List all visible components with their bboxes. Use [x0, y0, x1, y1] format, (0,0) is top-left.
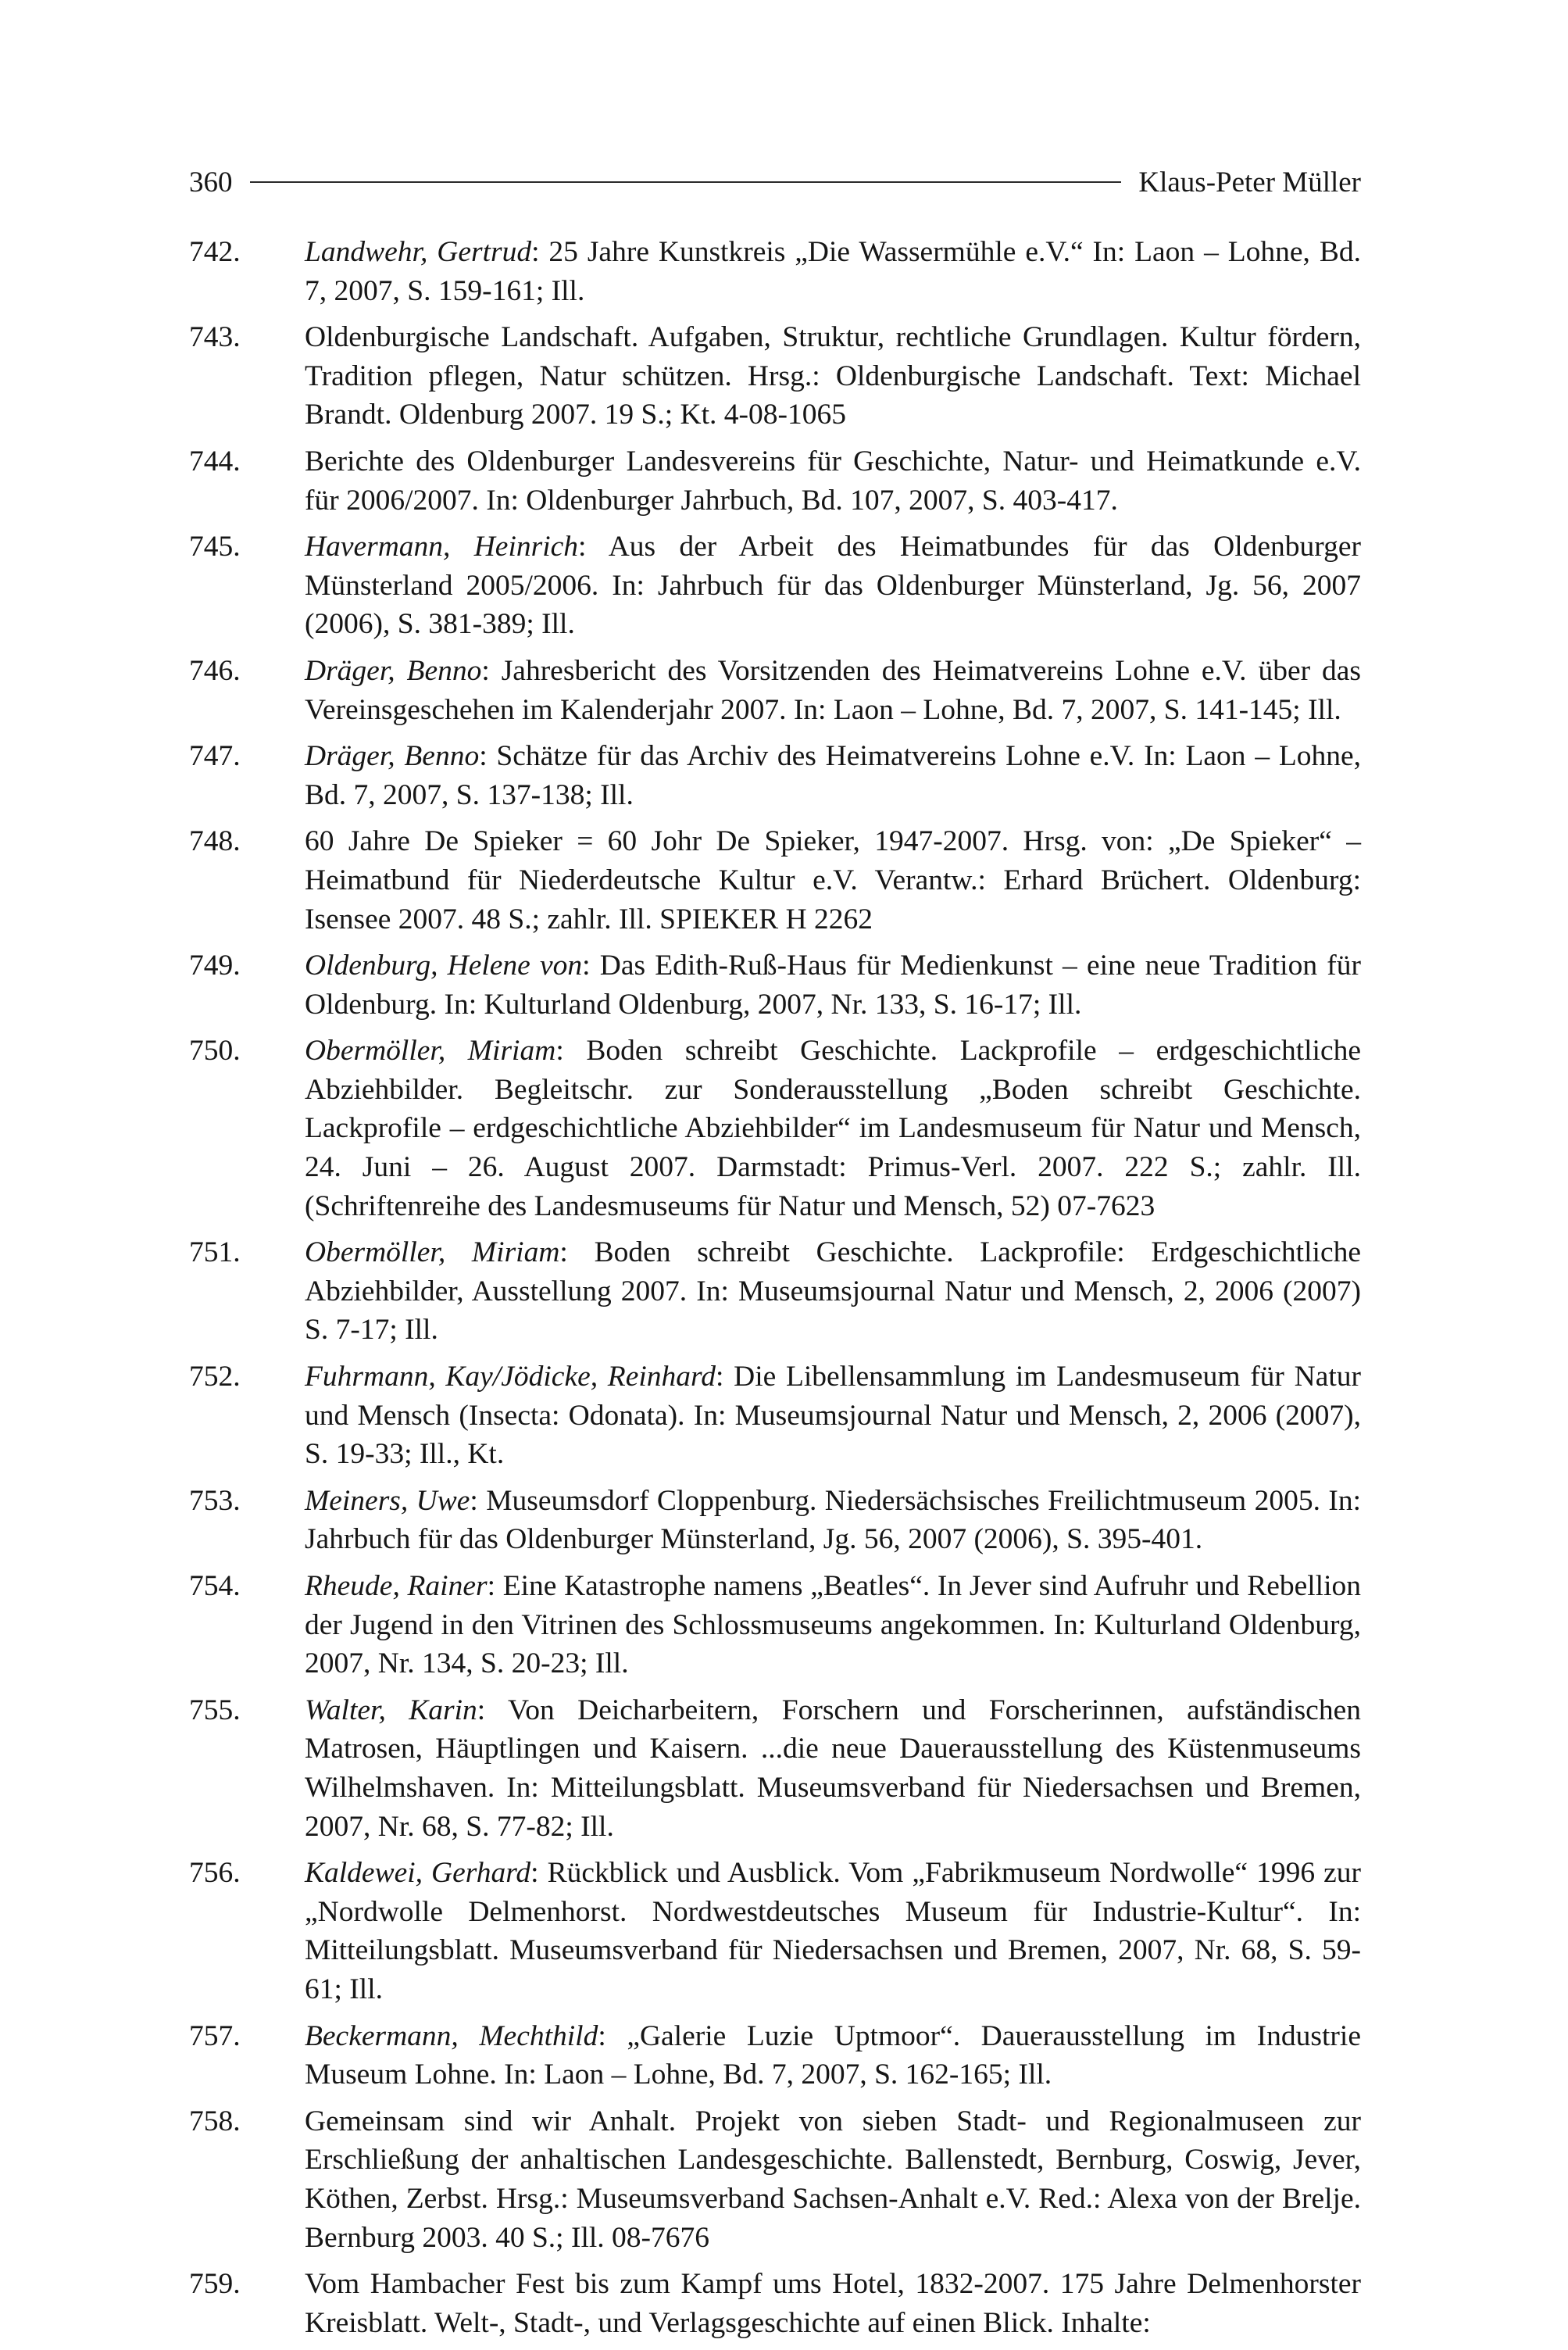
entry-number: 751. — [189, 1236, 241, 1269]
entry-separator: : — [481, 654, 502, 687]
entry-separator: : — [715, 1361, 734, 1393]
entry-separator: : — [598, 2019, 627, 2052]
entry-separator: : — [531, 236, 549, 268]
page-number: 360 — [189, 166, 233, 199]
entry-text — [305, 528, 1361, 644]
bibliography-entry — [189, 1032, 1361, 1225]
entry-body: Aus der Arbeit des Heimatbundes für das Oldenburger Münsterland 2005/2006. In: Jahrbuch für das Oldenburger Münsterland, Jg. 56, 2007 (2006), S. 381-389; Ill. — [305, 531, 1361, 641]
entry-body: 60 Jahre De Spieker = 60 Johr De Spieker, 1947-2007. Hrsg. von: „De Spieker“ – Heimatbund für Niederdeutsche Kultur e.V. Verantw.: Erhard Brüchert. Oldenburg: Isensee 2007. 48 S.; zahlr. Ill. SPIEKER H 2262 — [305, 825, 1361, 935]
entry-number: 753. — [189, 1484, 241, 1517]
entry-number: 757. — [189, 2019, 241, 2052]
entry-text — [305, 1482, 1361, 1559]
entry-text — [305, 318, 1361, 435]
entry-body: Rückblick und Ausblick. Vom „Fabrikmuseum Nordwolle“ 1996 zur „Nordwolle Delmenhorst. Nordwestdeutsches Museum für Industrie-Kultur“. In: Mitteilungsblatt. Museumsverband für Niedersachsen und Bremen, 2007, Nr. 68, S. 59-61; Ill. — [305, 1857, 1362, 2005]
entry-body: Museumsdorf Cloppenburg. Niedersächsisches Freilichtmuseum 2005. In: Jahrbuch für das Oldenburger Münsterland, Jg. 56, 2007 (2006), S. 395-401. — [305, 1484, 1362, 1556]
entry-number: 743. — [189, 321, 241, 354]
bibliography-entry — [189, 1357, 1361, 1474]
entry-text — [305, 2017, 1361, 2094]
entry-author: Havermann, Heinrich — [305, 531, 579, 563]
entry-text — [305, 1357, 1361, 1474]
entry-separator: : — [487, 1570, 503, 1602]
entry-number: 748. — [189, 825, 241, 858]
entry-body: „Galerie Luzie Uptmoor“. Dauerausstellung im Industrie Museum Lohne. In: Laon – Lohne, Bd. 7, 2007, S. 162-165; Ill. — [305, 2019, 1361, 2091]
entry-body: Berichte des Oldenburger Landesvereins für Geschichte, Natur- und Heimatkunde e.V. für 2006/2007. In: Oldenburger Jahrbuch, Bd. 107, 2007, S. 403-417. — [305, 445, 1361, 517]
entry-text — [305, 946, 1361, 1024]
entry-body: Das Edith-Ruß-Haus für Medienkunst – eine neue Tradition für Oldenburg. In: Kulturland Oldenburg, 2007, Nr. 133, S. 16-17; Ill. — [305, 950, 1361, 1021]
entry-author: Dräger, Benno — [305, 654, 482, 687]
entry-body: Jahresbericht des Vorsitzenden des Heimatvereins Lohne e.V. über das Vereinsgeschehen im Kalenderjahr 2007. In: Laon – Lohne, Bd. 7, 2007, S. 141-145; Ill. — [305, 654, 1362, 726]
bibliography-entry — [189, 233, 1361, 310]
bibliography-entry — [189, 652, 1361, 729]
entry-body: Eine Katastrophe namens „Beatles“. In Jever sind Aufruhr und Rebellion der Jugend in den Vitrinen des Schlossmuseums angekommen. In: Kulturland Oldenburg, 2007, Nr. 134, S. 20-23; Ill. — [305, 1570, 1361, 1680]
bibliography-entry — [189, 2102, 1361, 2257]
bibliography-entry — [189, 2017, 1361, 2094]
bibliography-entry — [189, 1691, 1361, 1846]
bibliography-entry — [189, 822, 1361, 939]
entry-number: 742. — [189, 236, 241, 268]
entry-body: Oldenburgische Landschaft. Aufgaben, Struktur, rechtliche Grundlagen. Kultur fördern, Tradition pflegen, Natur schützen. Hrsg.: Oldenburgische Landschaft. Text: Michael Brandt. Oldenburg 2007. 19 S.; Kt. 4-08-1065 — [305, 321, 1361, 431]
entry-text — [305, 737, 1361, 814]
bibliography-list — [189, 233, 1361, 2350]
entry-text — [305, 233, 1361, 310]
entry-author: Oldenburg, Helene von — [305, 950, 583, 982]
entry-text — [305, 822, 1361, 939]
entry-text — [305, 1567, 1361, 1683]
bibliography-entry — [189, 442, 1361, 520]
entry-text — [305, 1854, 1361, 2008]
entry-author: Rheude, Rainer — [305, 1570, 488, 1602]
entry-number: 744. — [189, 445, 241, 478]
entry-separator: : — [470, 1484, 487, 1517]
bibliography-entry — [189, 946, 1361, 1024]
bibliography-entry — [189, 1567, 1361, 1683]
entry-text — [305, 652, 1361, 729]
entry-author: Dräger, Benno — [305, 740, 480, 773]
entry-text — [305, 2102, 1361, 2257]
entry-number: 749. — [189, 950, 241, 982]
entry-author: Obermöller, Miriam — [305, 1035, 556, 1068]
bibliography-entry — [189, 528, 1361, 644]
entry-number: 756. — [189, 1857, 241, 1890]
bibliography-entry — [189, 1854, 1361, 2008]
bibliography-entry — [189, 1233, 1361, 1350]
entry-author: Meiners, Uwe — [305, 1484, 470, 1517]
entry-number: 750. — [189, 1035, 241, 1068]
entry-separator: : — [559, 1236, 595, 1269]
entry-number: 758. — [189, 2105, 241, 2137]
entry-number: 746. — [189, 654, 241, 687]
entry-body: Vom Hambacher Fest bis zum Kampf ums Hotel, 1832-2007. 175 Jahre Delmenhorster Kreisblatt. Welt-, Stadt-, und Verlagsgeschichte auf einen Blick. Inhalte: — [305, 2268, 1361, 2339]
entry-author: Landwehr, Gertrud — [305, 236, 532, 268]
entry-body: Boden schreibt Geschichte. Lackprofile: Erdgeschichtliche Abziehbilder, Ausstellung 2007. In: Museumsjournal Natur und Mensch, 2, 2006 (2007) S. 7-17; Ill. — [305, 1236, 1361, 1347]
entry-text — [305, 2265, 1361, 2342]
entry-body: 25 Jahre Kunstkreis „Die Wassermühle e.V.“ In: Laon – Lohne, Bd. 7, 2007, S. 159-161; Ill. — [305, 236, 1361, 307]
entry-text — [305, 1032, 1361, 1225]
entry-body: Von Deicharbeitern, Forschern und Forscherinnen, aufständischen Matrosen, Häuptlingen und Kaisern. ...die neue Dauerausstellung des Küstenmuseums Wilhelmshaven. In: Mitteilungsblatt. Museumsverband für Niedersachsen und Bremen, 2007, Nr. 68, S. 77-82; Ill. — [305, 1694, 1361, 1843]
entry-author: Kaldewei, Gerhard — [305, 1857, 531, 1890]
entry-separator: : — [582, 950, 600, 982]
entry-author: Walter, Karin — [305, 1694, 477, 1726]
entry-number: 755. — [189, 1694, 241, 1726]
entry-separator: : — [578, 531, 609, 563]
entry-separator: : — [530, 1857, 548, 1890]
entry-number: 754. — [189, 1570, 241, 1602]
bibliography-entry — [189, 737, 1361, 814]
bibliography-entry — [189, 1482, 1361, 1559]
entry-body: Boden schreibt Geschichte. Lackprofile – erdgeschichtliche Abziehbilder. Begleitschr. zur Sonderausstellung „Boden schreibt Geschichte. Lackprofile – erdgeschichtliche Abziehbilder“ im Landesmuseum für Natur und Mensch, 24. Juni – 26. August 2007. Darmstadt: Primus-Verl. 2007. 222 S.; zahlr. Ill. (Schriftenreihe des Landesmuseums für Natur und Mensch, 52) 07-7623 — [305, 1035, 1361, 1222]
entry-author: Beckermann, Mechthild — [305, 2019, 598, 2052]
header-rule — [250, 181, 1122, 183]
entry-text — [305, 1233, 1361, 1350]
entry-number: 747. — [189, 740, 241, 773]
running-header — [189, 160, 1361, 204]
entry-number: 752. — [189, 1361, 241, 1393]
entry-text — [305, 1691, 1361, 1846]
entry-number: 745. — [189, 531, 241, 563]
entry-author: Obermöller, Miriam — [305, 1236, 560, 1269]
entry-separator: : — [479, 740, 497, 773]
bibliography-entry — [189, 318, 1361, 435]
bibliography-entry — [189, 2265, 1361, 2342]
entry-body: Die Libellensammlung im Landesmuseum für Natur und Mensch (Insecta: Odonata). In: Museumsjournal Natur und Mensch, 2, 2006 (2007), S. 19-33; Ill., Kt. — [305, 1361, 1362, 1471]
entry-body: Schätze für das Archiv des Heimatvereins Lohne e.V. In: Laon – Lohne, Bd. 7, 2007, S. 137-138; Ill. — [305, 740, 1362, 811]
entry-author: Fuhrmann, Kay/Jödicke, Reinhard — [305, 1361, 716, 1393]
entry-text — [305, 442, 1361, 520]
entry-separator: : — [477, 1694, 508, 1726]
entry-separator: : — [555, 1035, 587, 1068]
running-head-author: Klaus-Peter Müller — [1138, 166, 1361, 199]
entry-number: 759. — [189, 2268, 241, 2301]
entry-body: Gemeinsam sind wir Anhalt. Projekt von sieben Stadt- und Regionalmuseen zur Erschließung der anhaltischen Landesgeschichte. Ballenstedt, Bernburg, Coswig, Jever, Köthen, Zerbst. Hrsg.: Museumsverband Sachsen-Anhalt e.V. Red.: Alexa von der Brelje. Bernburg 2003. 40 S.; Ill. 08-7676 — [305, 2105, 1361, 2254]
